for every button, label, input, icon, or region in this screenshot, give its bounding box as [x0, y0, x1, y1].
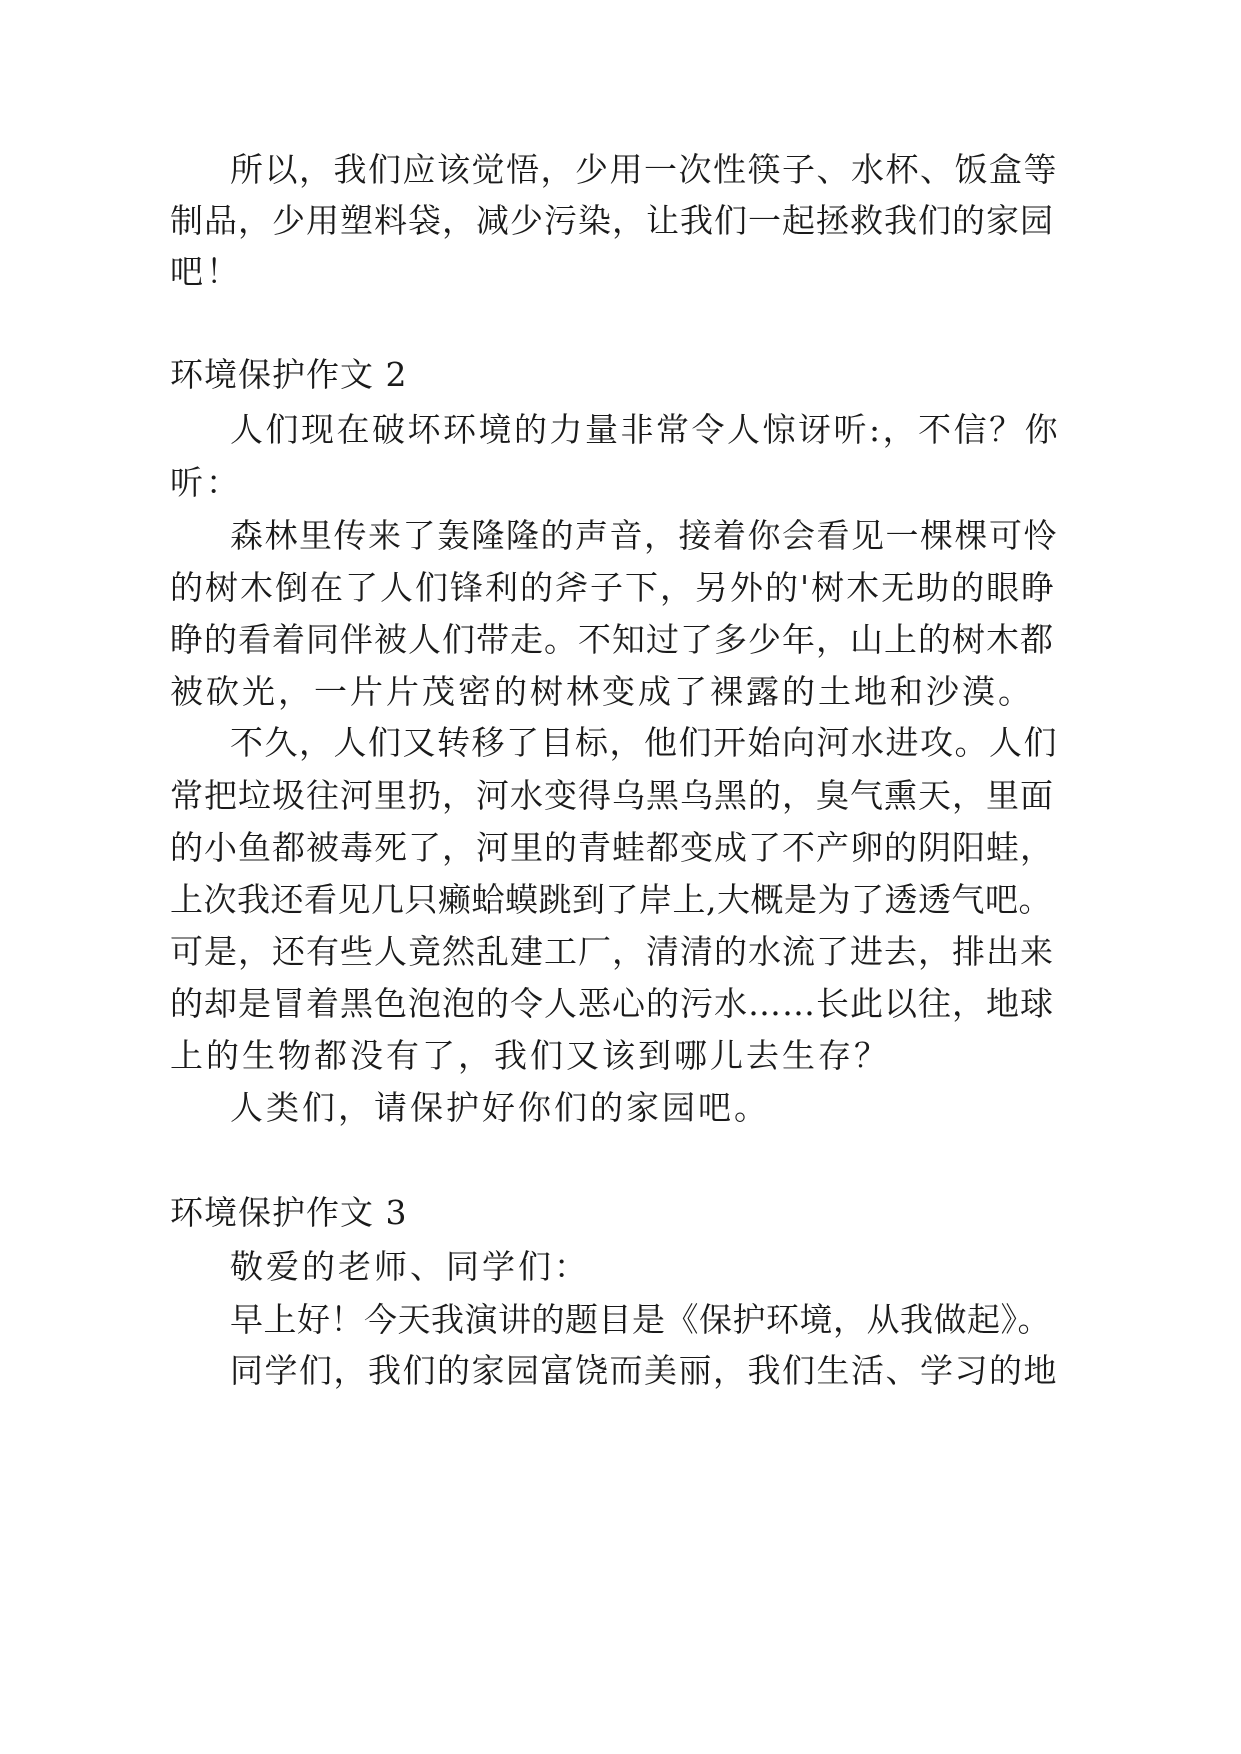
section-heading: 环境保护作文 3	[170, 1193, 408, 1232]
text-line: 同学们，我们的家园富饶而美丽，我们生活、学习的地	[230, 1351, 1058, 1390]
text-line: 听：	[170, 463, 242, 502]
text-line: 早上好！今天我演讲的题目是《保护环境，从我做起》。	[230, 1300, 1051, 1339]
text-line: 森林里传来了轰隆隆的声音，接着你会看见一棵棵可怜	[230, 516, 1058, 555]
text-line: 人类们，请保护好你们的家园吧。	[230, 1088, 770, 1127]
text-line: 可是，还有些人竟然乱建工厂，清清的水流了进去，排出来	[170, 932, 1054, 971]
text-line: 的却是冒着黑色泡泡的令人恶心的污水……长此以往，地球	[170, 984, 1054, 1023]
text-line: 睁的看着同伴被人们带走。不知过了多少年，山上的树木都	[170, 620, 1054, 659]
text-line: 的树木倒在了人们锋利的斧子下，另外的'树木无助的眼睁	[170, 568, 1057, 607]
text-line: 敬爱的老师、同学们：	[230, 1247, 590, 1286]
text-line: 人们现在破坏环境的力量非常令人惊讶听:，不信？你	[230, 410, 1061, 449]
text-line: 制品，少用塑料袋，减少污染，让我们一起拯救我们的家园	[170, 201, 1054, 240]
text-line: 不久，人们又转移了目标，他们开始向河水进攻。人们	[230, 723, 1058, 762]
text-line: 被砍光，一片片茂密的树林变成了裸露的土地和沙漠。	[170, 672, 1034, 711]
text-line: 所以，我们应该觉悟，少用一次性筷子、水杯、饭盒等	[230, 150, 1058, 189]
text-line: 上的生物都没有了，我们又该到哪儿去生存？	[170, 1036, 890, 1075]
text-line: 常把垃圾往河里扔，河水变得乌黑乌黑的，臭气熏天，里面	[170, 776, 1054, 815]
text-line: 上次我还看见几只癞蛤蟆跳到了岸上,大概是为了透透气吧。	[170, 880, 1052, 919]
text-line: 的小鱼都被毒死了，河里的青蛙都变成了不产卵的阴阳蛙，	[170, 828, 1054, 867]
section-heading: 环境保护作文 2	[170, 355, 408, 394]
text-line: 吧！	[170, 252, 242, 291]
